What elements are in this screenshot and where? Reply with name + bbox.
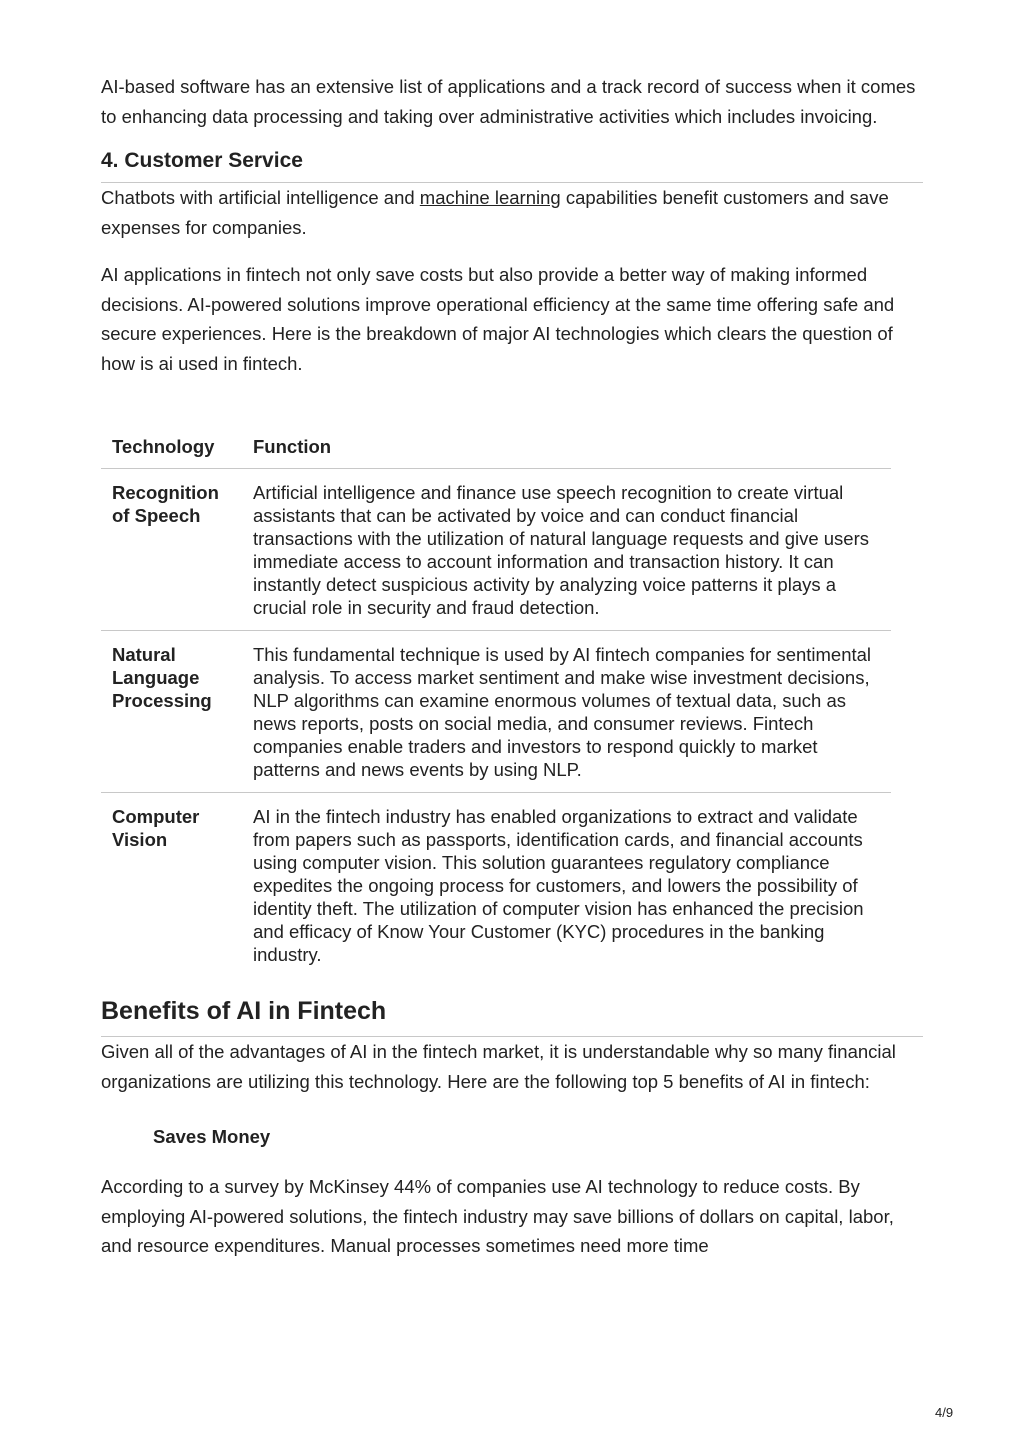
- customer-service-heading: 4. Customer Service: [101, 149, 923, 183]
- intro-paragraph: AI-based software has an extensive list of applications and a track record of success when it comes to enhancing data processing and taking over administrative activities which includes invoicing.: [101, 76, 916, 127]
- benefits-intro: Given all of the advantages of AI in the fintech market, it is understandable why so many financial organizations are utilizing this technology. Here are the following top 5 benefits of AI in fintech:: [101, 1041, 896, 1092]
- machine-learning-link[interactable]: machine learning: [419, 187, 561, 208]
- customer-service-paragraph-1: [101, 183, 923, 242]
- header-technology: Technology: [101, 432, 242, 469]
- function-cell: AI in the fintech industry has enabled organizations to extract and validate from papers such as passports, identification cards, and financial accounts using computer vision. This solution guarantees regulatory compliance expedites the ongoing process for customers, and lowers the possibility of identity theft. The utilization of computer vision has enhanced the precision and efficacy of Know Your Customer (KYC) procedures in the banking industry.: [253, 806, 864, 965]
- technology-cell: Recognition of Speech: [101, 469, 242, 631]
- function-cell: Artificial intelligence and finance use speech recognition to create virtual assistants that can be activated by voice and can conduct financial transactions with the utilization of natural language requests and give users immediate access to account information and transaction history. It can instantly detect suspicious activity by analyzing voice patterns it plays a crucial role in security and fraud detection.: [242, 469, 891, 631]
- technology-cell: Natural Language Processing: [101, 631, 242, 793]
- paragraph-text: Chatbots with artificial intelligence and: [101, 187, 420, 208]
- table-header-row: [101, 432, 891, 469]
- customer-service-paragraph-2: AI applications in fintech not only save costs but also provide a better way of making informed decisions. AI-powered solutions improve operational efficiency at the same time offering safe and secure experiences. Here is the breakdown of major AI technologies which clears the question of how is ai used in fintech.: [101, 264, 895, 374]
- table-row: [101, 793, 891, 978]
- technology-cell: Computer Vision: [112, 806, 200, 850]
- paragraph-text: capabilities benefit customers and save expenses for companies.: [101, 187, 889, 238]
- header-function: Function: [242, 432, 891, 469]
- article-content: [101, 72, 923, 1279]
- ai-technologies-table: [101, 432, 891, 977]
- table-row: [101, 469, 891, 631]
- function-cell: This fundamental technique is used by AI fintech companies for sentimental analysis. To access market sentiment and make wise investment decisions, NLP algorithms can examine enormous volumes of textual data, such as news reports, posts on social media, and consumer reviews. Fintech companies enable traders and investors to respond quickly to market patterns and news events by using NLP.: [242, 631, 891, 793]
- page-number: 4/9: [935, 1405, 954, 1420]
- table-row: [101, 631, 891, 793]
- benefit-title-saves-money: Saves Money: [153, 1126, 271, 1147]
- benefits-heading: Benefits of AI in Fintech: [101, 997, 923, 1037]
- benefit-text-saves-money: According to a survey by McKinsey 44% of companies use AI technology to reduce costs. By employing AI-powered solutions, the fintech industry may save billions of dollars on capital, labor, and resource expenditures. Manual processes sometimes need more time: [101, 1176, 894, 1256]
